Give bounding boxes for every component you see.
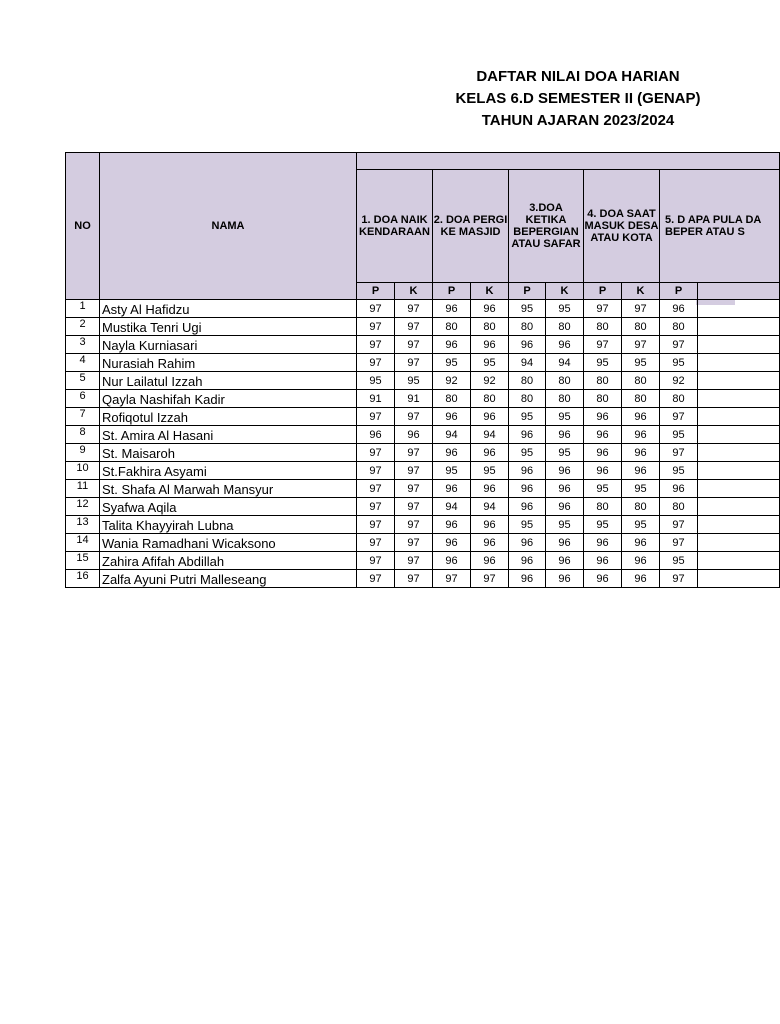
row-number: 6 bbox=[66, 390, 100, 408]
score-cell: 95 bbox=[584, 480, 622, 498]
score-cell: 97 bbox=[584, 300, 622, 318]
score-cell: 92 bbox=[660, 372, 698, 390]
score-cell: 80 bbox=[471, 318, 509, 336]
score-cell: 97 bbox=[395, 462, 433, 480]
student-name: St. Amira Al Hasani bbox=[100, 426, 357, 444]
row-number: 16 bbox=[66, 570, 100, 588]
row-number: 10 bbox=[66, 462, 100, 480]
score-cell: 95 bbox=[509, 408, 546, 426]
score-cell: 96 bbox=[622, 444, 660, 462]
table-row bbox=[66, 426, 780, 444]
score-cell: 96 bbox=[471, 444, 509, 462]
score-cell: 92 bbox=[471, 372, 509, 390]
score-cell: 95 bbox=[471, 354, 509, 372]
score-cell: 96 bbox=[546, 336, 584, 354]
score-cell: 97 bbox=[584, 336, 622, 354]
student-name: Wania Ramadhani Wicaksono bbox=[100, 534, 357, 552]
score-cell bbox=[698, 426, 780, 444]
score-cell: 97 bbox=[357, 570, 395, 588]
score-cell: 80 bbox=[471, 390, 509, 408]
score-cell: 95 bbox=[546, 300, 584, 318]
header-k-cut bbox=[698, 283, 780, 300]
score-cell bbox=[698, 318, 780, 336]
score-cell: 97 bbox=[357, 516, 395, 534]
score-cell: 96 bbox=[357, 426, 395, 444]
score-cell: 96 bbox=[584, 444, 622, 462]
score-cell: 97 bbox=[471, 570, 509, 588]
row-number: 2 bbox=[66, 318, 100, 336]
score-cell: 80 bbox=[584, 498, 622, 516]
score-cell: 96 bbox=[622, 534, 660, 552]
score-cell: 80 bbox=[509, 390, 546, 408]
score-cell: 97 bbox=[357, 480, 395, 498]
score-cell: 91 bbox=[357, 390, 395, 408]
score-cell: 96 bbox=[395, 426, 433, 444]
score-cell: 95 bbox=[471, 462, 509, 480]
score-cell bbox=[698, 516, 780, 534]
score-cell: 96 bbox=[546, 552, 584, 570]
score-cell bbox=[698, 390, 780, 408]
student-name: Nayla Kurniasari bbox=[100, 336, 357, 354]
table-row bbox=[66, 444, 780, 462]
score-cell: 91 bbox=[395, 390, 433, 408]
score-cell: 97 bbox=[395, 336, 433, 354]
row-number: 4 bbox=[66, 354, 100, 372]
score-cell: 95 bbox=[660, 552, 698, 570]
score-cell: 97 bbox=[395, 354, 433, 372]
score-cell: 96 bbox=[509, 534, 546, 552]
score-cell: 80 bbox=[660, 318, 698, 336]
score-cell bbox=[698, 444, 780, 462]
score-cell: 97 bbox=[395, 318, 433, 336]
score-cell: 80 bbox=[622, 372, 660, 390]
class-semester-title: KELAS 6.D SEMESTER II (GENAP) bbox=[455, 90, 701, 107]
score-cell bbox=[698, 534, 780, 552]
table-row bbox=[66, 498, 780, 516]
score-cell bbox=[698, 408, 780, 426]
student-name: Zalfa Ayuni Putri Malleseang bbox=[100, 570, 357, 588]
score-cell: 95 bbox=[546, 408, 584, 426]
table-row bbox=[66, 390, 780, 408]
score-cell: 97 bbox=[357, 462, 395, 480]
score-cell: 96 bbox=[509, 462, 546, 480]
score-cell: 80 bbox=[546, 318, 584, 336]
header-nama: NAMA bbox=[100, 153, 357, 300]
score-cell: 96 bbox=[471, 336, 509, 354]
score-cell: 95 bbox=[584, 516, 622, 534]
table-row bbox=[66, 552, 780, 570]
score-cell: 96 bbox=[471, 480, 509, 498]
header-p: P bbox=[660, 283, 698, 300]
score-cell: 96 bbox=[622, 426, 660, 444]
row-number: 9 bbox=[66, 444, 100, 462]
score-cell: 96 bbox=[584, 462, 622, 480]
table-row bbox=[66, 318, 780, 336]
score-cell: 94 bbox=[433, 426, 471, 444]
score-cell: 97 bbox=[395, 408, 433, 426]
row-number: 11 bbox=[66, 480, 100, 498]
header-topic-3: 3.DOA KETIKA BEPERGIAN ATAU SAFAR bbox=[509, 170, 584, 283]
row-number: 7 bbox=[66, 408, 100, 426]
table-row bbox=[66, 462, 780, 480]
score-cell bbox=[698, 354, 780, 372]
score-cell: 96 bbox=[546, 426, 584, 444]
score-cell: 96 bbox=[546, 480, 584, 498]
student-name: Qayla Nashifah Kadir bbox=[100, 390, 357, 408]
header-k: K bbox=[622, 283, 660, 300]
score-cell: 96 bbox=[546, 570, 584, 588]
score-cell: 97 bbox=[357, 552, 395, 570]
score-cell: 96 bbox=[622, 462, 660, 480]
score-cell: 97 bbox=[357, 408, 395, 426]
header-p: P bbox=[433, 283, 471, 300]
student-name: Zahira Afifah Abdillah bbox=[100, 552, 357, 570]
header-p: P bbox=[509, 283, 546, 300]
score-cell bbox=[698, 372, 780, 390]
student-name: Mustika Tenri Ugi bbox=[100, 318, 357, 336]
score-cell: 96 bbox=[660, 300, 698, 318]
score-cell: 97 bbox=[660, 516, 698, 534]
score-cell: 80 bbox=[546, 390, 584, 408]
student-name: Asty Al Hafidzu bbox=[100, 300, 357, 318]
score-cell: 95 bbox=[357, 372, 395, 390]
score-cell: 96 bbox=[546, 498, 584, 516]
score-cell bbox=[698, 570, 780, 588]
score-cell: 96 bbox=[584, 570, 622, 588]
row-number: 15 bbox=[66, 552, 100, 570]
score-cell: 97 bbox=[622, 336, 660, 354]
table-row bbox=[66, 516, 780, 534]
score-cell bbox=[698, 336, 780, 354]
header-k: K bbox=[471, 283, 509, 300]
score-cell: 96 bbox=[660, 480, 698, 498]
student-name: Syafwa Aqila bbox=[100, 498, 357, 516]
table-row bbox=[66, 408, 780, 426]
score-cell: 97 bbox=[395, 552, 433, 570]
score-cell: 97 bbox=[357, 498, 395, 516]
score-cell: 97 bbox=[395, 300, 433, 318]
table-row bbox=[66, 354, 780, 372]
score-cell: 80 bbox=[622, 318, 660, 336]
score-cell: 96 bbox=[546, 534, 584, 552]
score-cell: 80 bbox=[509, 318, 546, 336]
score-cell: 97 bbox=[357, 300, 395, 318]
student-name: Talita Khayyirah Lubna bbox=[100, 516, 357, 534]
student-name: Nur Lailatul Izzah bbox=[100, 372, 357, 390]
header-group-cell bbox=[357, 153, 780, 170]
header-topic-5: 5. D APA PULA DA BEPER ATAU S bbox=[660, 170, 780, 283]
score-cell: 97 bbox=[357, 444, 395, 462]
row-number: 5 bbox=[66, 372, 100, 390]
score-cell: 97 bbox=[660, 570, 698, 588]
score-cell: 95 bbox=[622, 354, 660, 372]
score-cell: 97 bbox=[395, 534, 433, 552]
academic-year-title: TAHUN AJARAN 2023/2024 bbox=[481, 112, 675, 129]
score-cell: 97 bbox=[660, 534, 698, 552]
score-cell bbox=[698, 498, 780, 516]
table-row bbox=[66, 336, 780, 354]
score-cell: 80 bbox=[660, 390, 698, 408]
score-cell: 96 bbox=[471, 534, 509, 552]
score-cell: 95 bbox=[546, 516, 584, 534]
score-cell: 96 bbox=[622, 570, 660, 588]
score-cell: 96 bbox=[546, 462, 584, 480]
score-cell: 80 bbox=[622, 390, 660, 408]
score-cell: 80 bbox=[509, 372, 546, 390]
score-cell: 95 bbox=[395, 372, 433, 390]
score-cell: 96 bbox=[584, 426, 622, 444]
score-cell: 96 bbox=[622, 408, 660, 426]
score-cell: 94 bbox=[509, 354, 546, 372]
header-topic-2: 2. DOA PERGI KE MASJID bbox=[433, 170, 509, 283]
score-cell: 96 bbox=[509, 426, 546, 444]
score-cell: 80 bbox=[584, 390, 622, 408]
score-cell: 95 bbox=[660, 462, 698, 480]
score-cell: 96 bbox=[509, 570, 546, 588]
score-cell: 97 bbox=[395, 498, 433, 516]
score-cell: 95 bbox=[660, 426, 698, 444]
score-cell: 80 bbox=[584, 372, 622, 390]
score-cell: 96 bbox=[433, 444, 471, 462]
header-topic-1: 1. DOA NAIK KENDARAAN bbox=[357, 170, 433, 283]
row-number: 8 bbox=[66, 426, 100, 444]
score-cell: 95 bbox=[509, 444, 546, 462]
table-row bbox=[66, 480, 780, 498]
score-cell: 97 bbox=[395, 570, 433, 588]
score-cell: 96 bbox=[471, 300, 509, 318]
table-row bbox=[66, 534, 780, 552]
row-number: 14 bbox=[66, 534, 100, 552]
score-cell: 96 bbox=[509, 498, 546, 516]
score-cell bbox=[698, 552, 780, 570]
score-cell: 95 bbox=[433, 462, 471, 480]
score-cell bbox=[698, 300, 780, 318]
score-cell: 96 bbox=[433, 480, 471, 498]
score-cell: 96 bbox=[509, 336, 546, 354]
score-cell: 97 bbox=[395, 516, 433, 534]
score-cell: 96 bbox=[433, 300, 471, 318]
score-cell: 96 bbox=[433, 408, 471, 426]
grades-table-container bbox=[65, 152, 762, 600]
score-cell: 92 bbox=[433, 372, 471, 390]
score-cell: 97 bbox=[660, 444, 698, 462]
score-cell: 96 bbox=[471, 408, 509, 426]
row-number: 1 bbox=[66, 300, 100, 318]
row-number: 3 bbox=[66, 336, 100, 354]
table-row bbox=[66, 570, 780, 588]
score-cell: 94 bbox=[433, 498, 471, 516]
score-cell: 97 bbox=[660, 408, 698, 426]
score-cell: 95 bbox=[509, 516, 546, 534]
score-cell: 97 bbox=[660, 336, 698, 354]
score-cell: 95 bbox=[433, 354, 471, 372]
score-cell: 94 bbox=[471, 498, 509, 516]
score-cell bbox=[698, 480, 780, 498]
grades-table bbox=[65, 152, 780, 588]
score-cell: 95 bbox=[509, 300, 546, 318]
score-cell: 94 bbox=[471, 426, 509, 444]
score-cell: 97 bbox=[357, 354, 395, 372]
score-cell: 95 bbox=[584, 354, 622, 372]
score-cell: 96 bbox=[471, 516, 509, 534]
header-p: P bbox=[584, 283, 622, 300]
score-cell: 95 bbox=[546, 444, 584, 462]
student-name: Rofiqotul Izzah bbox=[100, 408, 357, 426]
score-cell: 96 bbox=[622, 552, 660, 570]
header-topic-4: 4. DOA SAAT MASUK DESA ATAU KOTA bbox=[584, 170, 660, 283]
student-name: St.Fakhira Asyami bbox=[100, 462, 357, 480]
score-cell: 97 bbox=[357, 318, 395, 336]
score-cell: 97 bbox=[395, 444, 433, 462]
table-row bbox=[66, 300, 780, 318]
score-cell: 97 bbox=[357, 534, 395, 552]
report-title: DAFTAR NILAI DOA HARIAN bbox=[476, 68, 680, 85]
score-cell: 80 bbox=[433, 390, 471, 408]
score-cell: 96 bbox=[584, 552, 622, 570]
header-k: K bbox=[546, 283, 584, 300]
score-cell: 96 bbox=[584, 408, 622, 426]
student-name: Nurasiah Rahim bbox=[100, 354, 357, 372]
score-cell: 97 bbox=[622, 300, 660, 318]
score-cell: 80 bbox=[546, 372, 584, 390]
header-no: NO bbox=[66, 153, 100, 300]
score-cell: 95 bbox=[622, 516, 660, 534]
score-cell: 96 bbox=[433, 336, 471, 354]
grades-table-body bbox=[66, 300, 780, 588]
score-cell: 97 bbox=[395, 480, 433, 498]
score-cell: 96 bbox=[509, 480, 546, 498]
score-cell: 96 bbox=[509, 552, 546, 570]
score-cell: 97 bbox=[357, 336, 395, 354]
student-name: St. Maisaroh bbox=[100, 444, 357, 462]
score-cell: 97 bbox=[433, 570, 471, 588]
score-cell: 96 bbox=[433, 534, 471, 552]
score-cell: 95 bbox=[660, 354, 698, 372]
score-cell: 95 bbox=[622, 480, 660, 498]
score-cell: 96 bbox=[433, 552, 471, 570]
score-cell: 80 bbox=[584, 318, 622, 336]
student-name: St. Shafa Al Marwah Mansyur bbox=[100, 480, 357, 498]
score-cell: 80 bbox=[433, 318, 471, 336]
score-cell: 94 bbox=[546, 354, 584, 372]
score-cell: 96 bbox=[471, 552, 509, 570]
table-row bbox=[66, 372, 780, 390]
score-cell: 80 bbox=[622, 498, 660, 516]
score-cell: 96 bbox=[433, 516, 471, 534]
row-number: 12 bbox=[66, 498, 100, 516]
header-k: K bbox=[395, 283, 433, 300]
header-p: P bbox=[357, 283, 395, 300]
header-row-top bbox=[66, 153, 780, 170]
score-cell: 96 bbox=[584, 534, 622, 552]
row-number: 13 bbox=[66, 516, 100, 534]
score-cell: 80 bbox=[660, 498, 698, 516]
score-cell bbox=[698, 462, 780, 480]
